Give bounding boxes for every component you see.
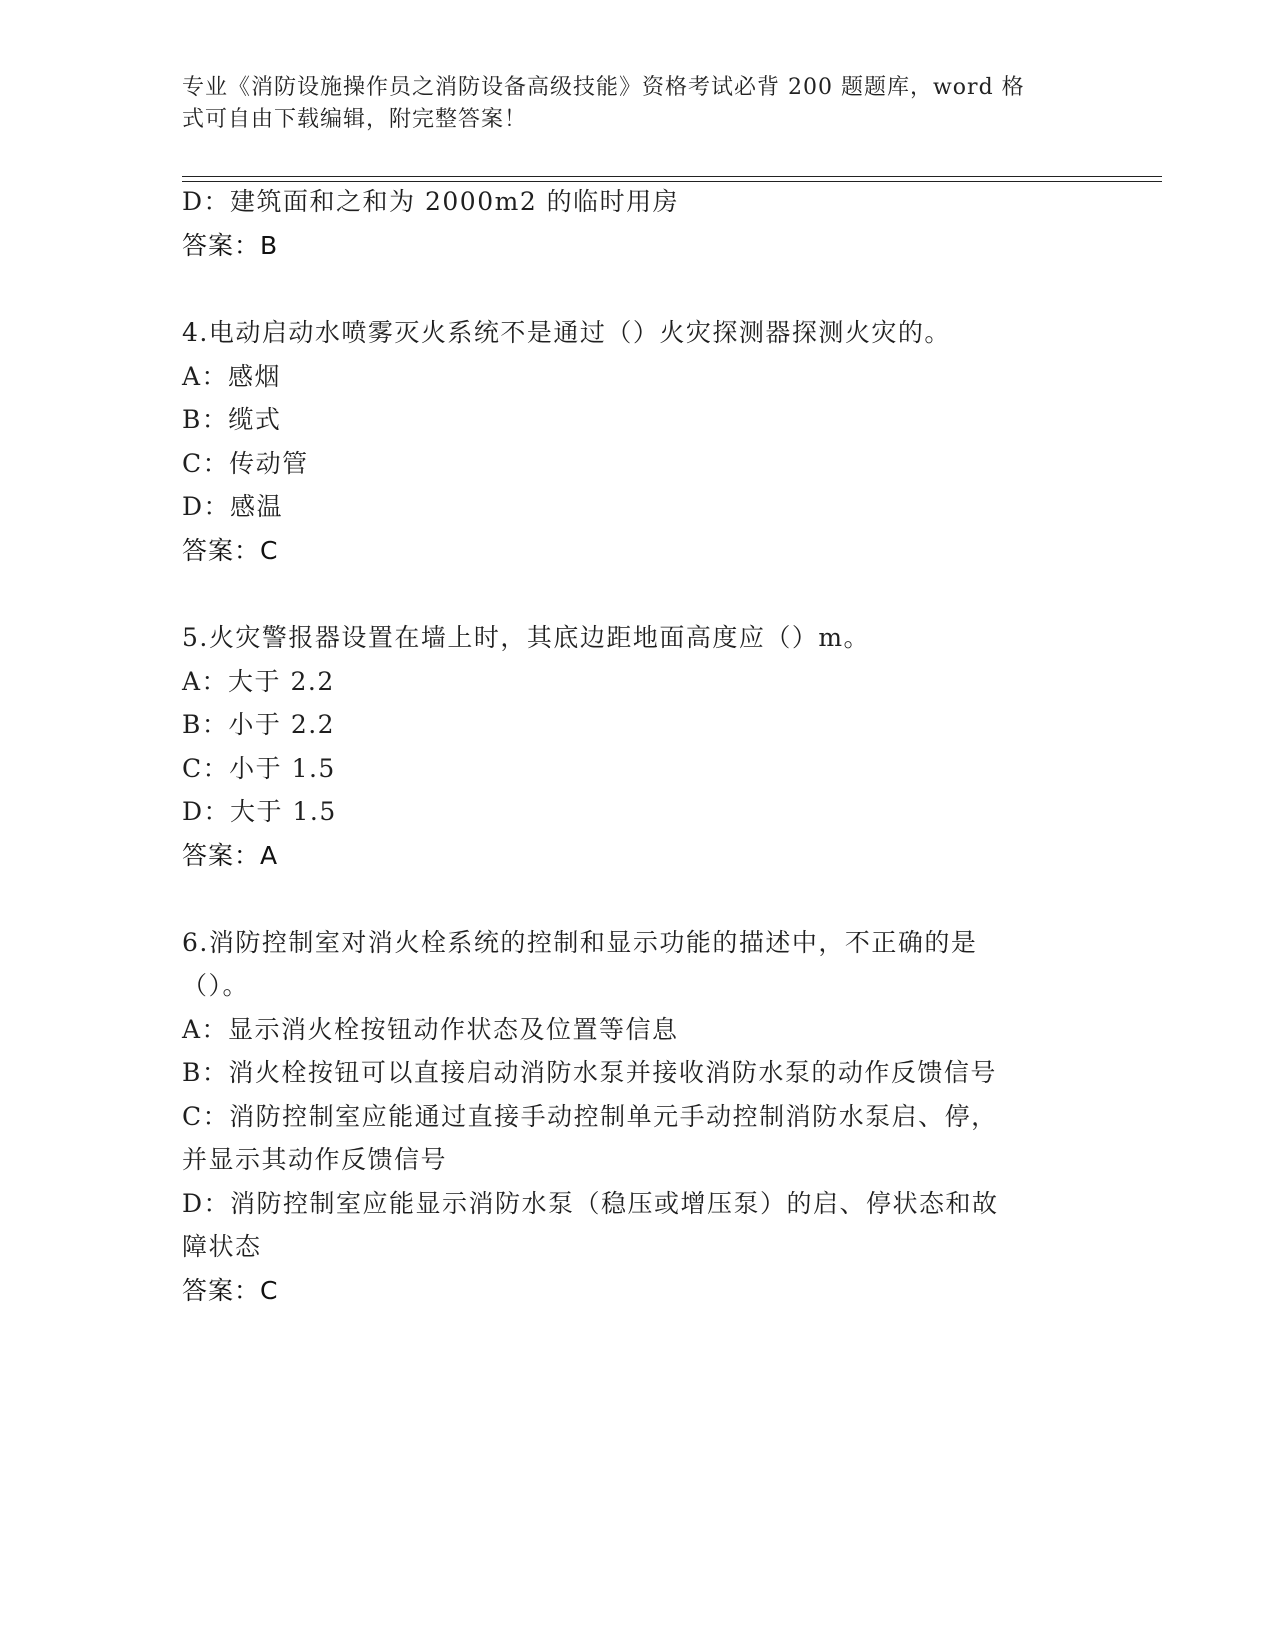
q6-option-b: B：消火栓按钮可以直接启动消防水泵并接收消防水泵的动作反馈信号: [182, 1058, 997, 1087]
document-header: [182, 72, 1042, 136]
q6-option-d-line-2: 障状态: [182, 1232, 262, 1261]
q6-option-a: A：显示消火栓按钮动作状态及位置等信息: [182, 1015, 679, 1044]
q6-option-c-line-1: C：消防控制室应能通过直接手动控制单元手动控制消防水泵启、停，: [182, 1102, 998, 1131]
q4-option-b: B：缆式: [182, 405, 282, 434]
q5-option-b: B：小于 2.2: [182, 710, 336, 739]
q4-question: 4.电动启动水喷雾灭火系统不是通过（）火灾探测器探测火灾的。: [182, 318, 951, 347]
q4-option-d: D：感温: [182, 492, 284, 521]
q6-answer: 答案：C: [182, 1276, 279, 1305]
q6-question-line-1: 6.消防控制室对消火栓系统的控制和显示功能的描述中，不正确的是: [182, 928, 978, 957]
header-rule-bottom: [182, 181, 1162, 182]
q4-option-a: A：感烟: [182, 362, 282, 391]
header-line-1: 专业《消防设施操作员之消防设备高级技能》资格考试必背 200 题题库，word 格: [182, 75, 1025, 100]
q5-option-a: A：大于 2.2: [182, 667, 335, 696]
q6-question-line-2: （）。: [182, 971, 250, 1000]
q3-answer: 答案：B: [182, 231, 279, 260]
header-rule-top: [182, 176, 1162, 177]
header-line-2: 式可自由下载编辑，附完整答案！: [182, 107, 528, 132]
q3-option-d: D：建筑面和之和为 2000m2 的临时用房: [182, 187, 680, 216]
q4-option-c: C：传动管: [182, 449, 309, 478]
q6-option-c-line-2: 并显示其动作反馈信号: [182, 1145, 448, 1174]
q5-question: 5.火灾警报器设置在墙上时，其底边距地面高度应（）m。: [182, 623, 871, 652]
q5-option-d: D：大于 1.5: [182, 797, 337, 826]
q4-answer: 答案：C: [182, 536, 279, 565]
q6-option-d-line-1: D：消防控制室应能显示消防水泵（稳压或增压泵）的启、停状态和故: [182, 1189, 999, 1218]
q5-option-c: C：小于 1.5: [182, 754, 336, 783]
q5-answer: 答案：A: [182, 841, 279, 870]
